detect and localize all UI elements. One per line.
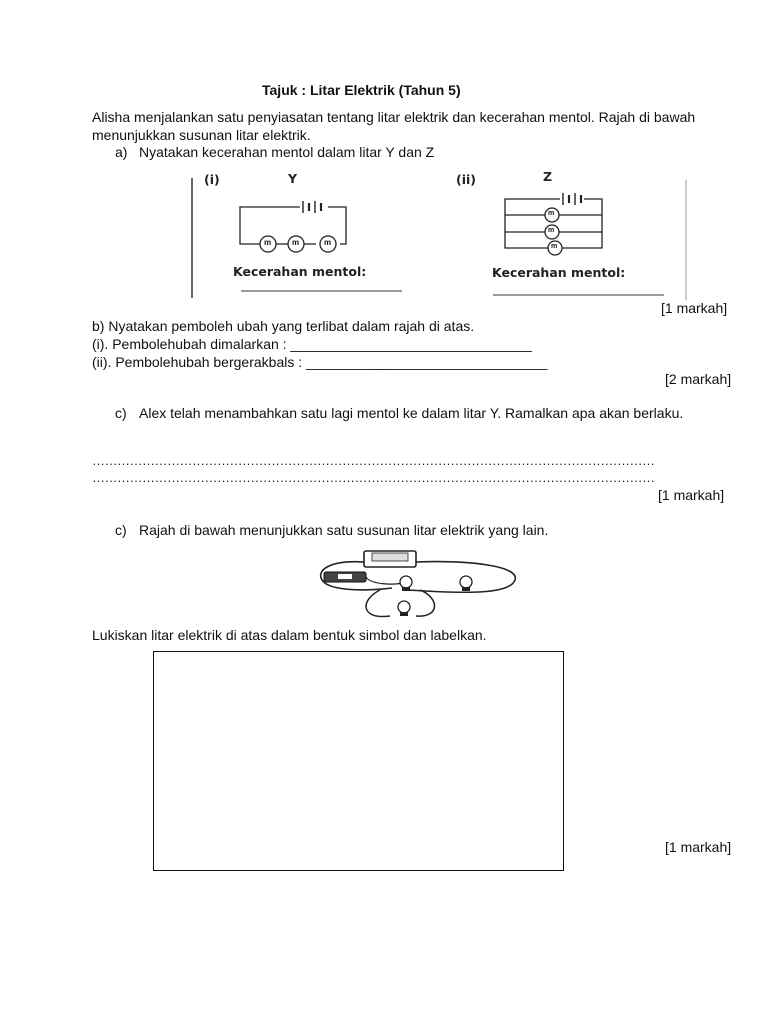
question-c1-label: c) — [115, 405, 127, 421]
diagram-z-caption: Kecerahan mentol: — [492, 265, 626, 280]
bulb-y-1-label: m — [264, 238, 272, 247]
diagram-ii-number: (ii) — [456, 172, 476, 187]
page-title: Tajuk : Litar Elektrik (Tahun 5) — [262, 82, 461, 98]
question-a-marks: [1 markah] — [661, 300, 728, 316]
intro-line-1: Alisha menjalankan satu penyiasatan tentang litar elektrik dan kecerahan mentol. Rajah di bawah — [92, 109, 696, 125]
question-b-item-i[interactable]: (i). Pembolehubah dimalarkan : _______________________________ — [92, 336, 532, 352]
diagram-y-caption: Kecerahan mentol: — [233, 264, 367, 279]
bulb-y-2-label: m — [292, 238, 300, 247]
question-a-label: a) — [115, 144, 128, 160]
question-c2-label: c) — [115, 522, 127, 538]
bulb-z-3-label: m — [551, 243, 558, 250]
diagram-i-number: (i) — [204, 172, 220, 187]
question-c2-instruction: Lukiskan litar elektrik di atas dalam bentuk simbol dan labelkan. — [92, 627, 487, 643]
diagram-z-letter: Z — [543, 169, 553, 184]
diagram-y-letter: Y — [288, 171, 298, 186]
bulb-z-2-label: m — [548, 227, 555, 234]
question-c2-text: Rajah di bawah menunjukkan satu susunan litar elektrik yang lain. — [139, 522, 549, 538]
bulb-z-1-label: m — [548, 210, 555, 217]
question-c2-marks: [1 markah] — [665, 839, 732, 855]
question-b-marks: [2 markah] — [665, 371, 732, 387]
question-b-item-ii[interactable]: (ii). Pembolehubah bergerakbals : _______________________________ — [92, 354, 548, 370]
question-b-text: b) Nyatakan pemboleh ubah yang terlibat dalam rajah di atas. — [92, 318, 475, 334]
answer-dots-line-2[interactable]: ……………………………………………………………………………………………………………………… — [92, 470, 655, 485]
question-a-text: Nyatakan kecerahan mentol dalam litar Y dan Z — [139, 144, 435, 160]
drawing-answer-box[interactable] — [153, 651, 564, 871]
bulb-y-3-label: m — [324, 238, 332, 247]
question-c1-marks: [1 markah] — [658, 487, 725, 503]
answer-dots-line-1[interactable]: ……………………………………………………………………………………………………………………… — [92, 453, 655, 468]
intro-line-2: menunjukkan susunan litar elektrik. — [92, 127, 311, 143]
question-c1-text: Alex telah menambahkan satu lagi mentol ke dalam litar Y. Ramalkan apa akan berlaku. — [139, 405, 684, 421]
